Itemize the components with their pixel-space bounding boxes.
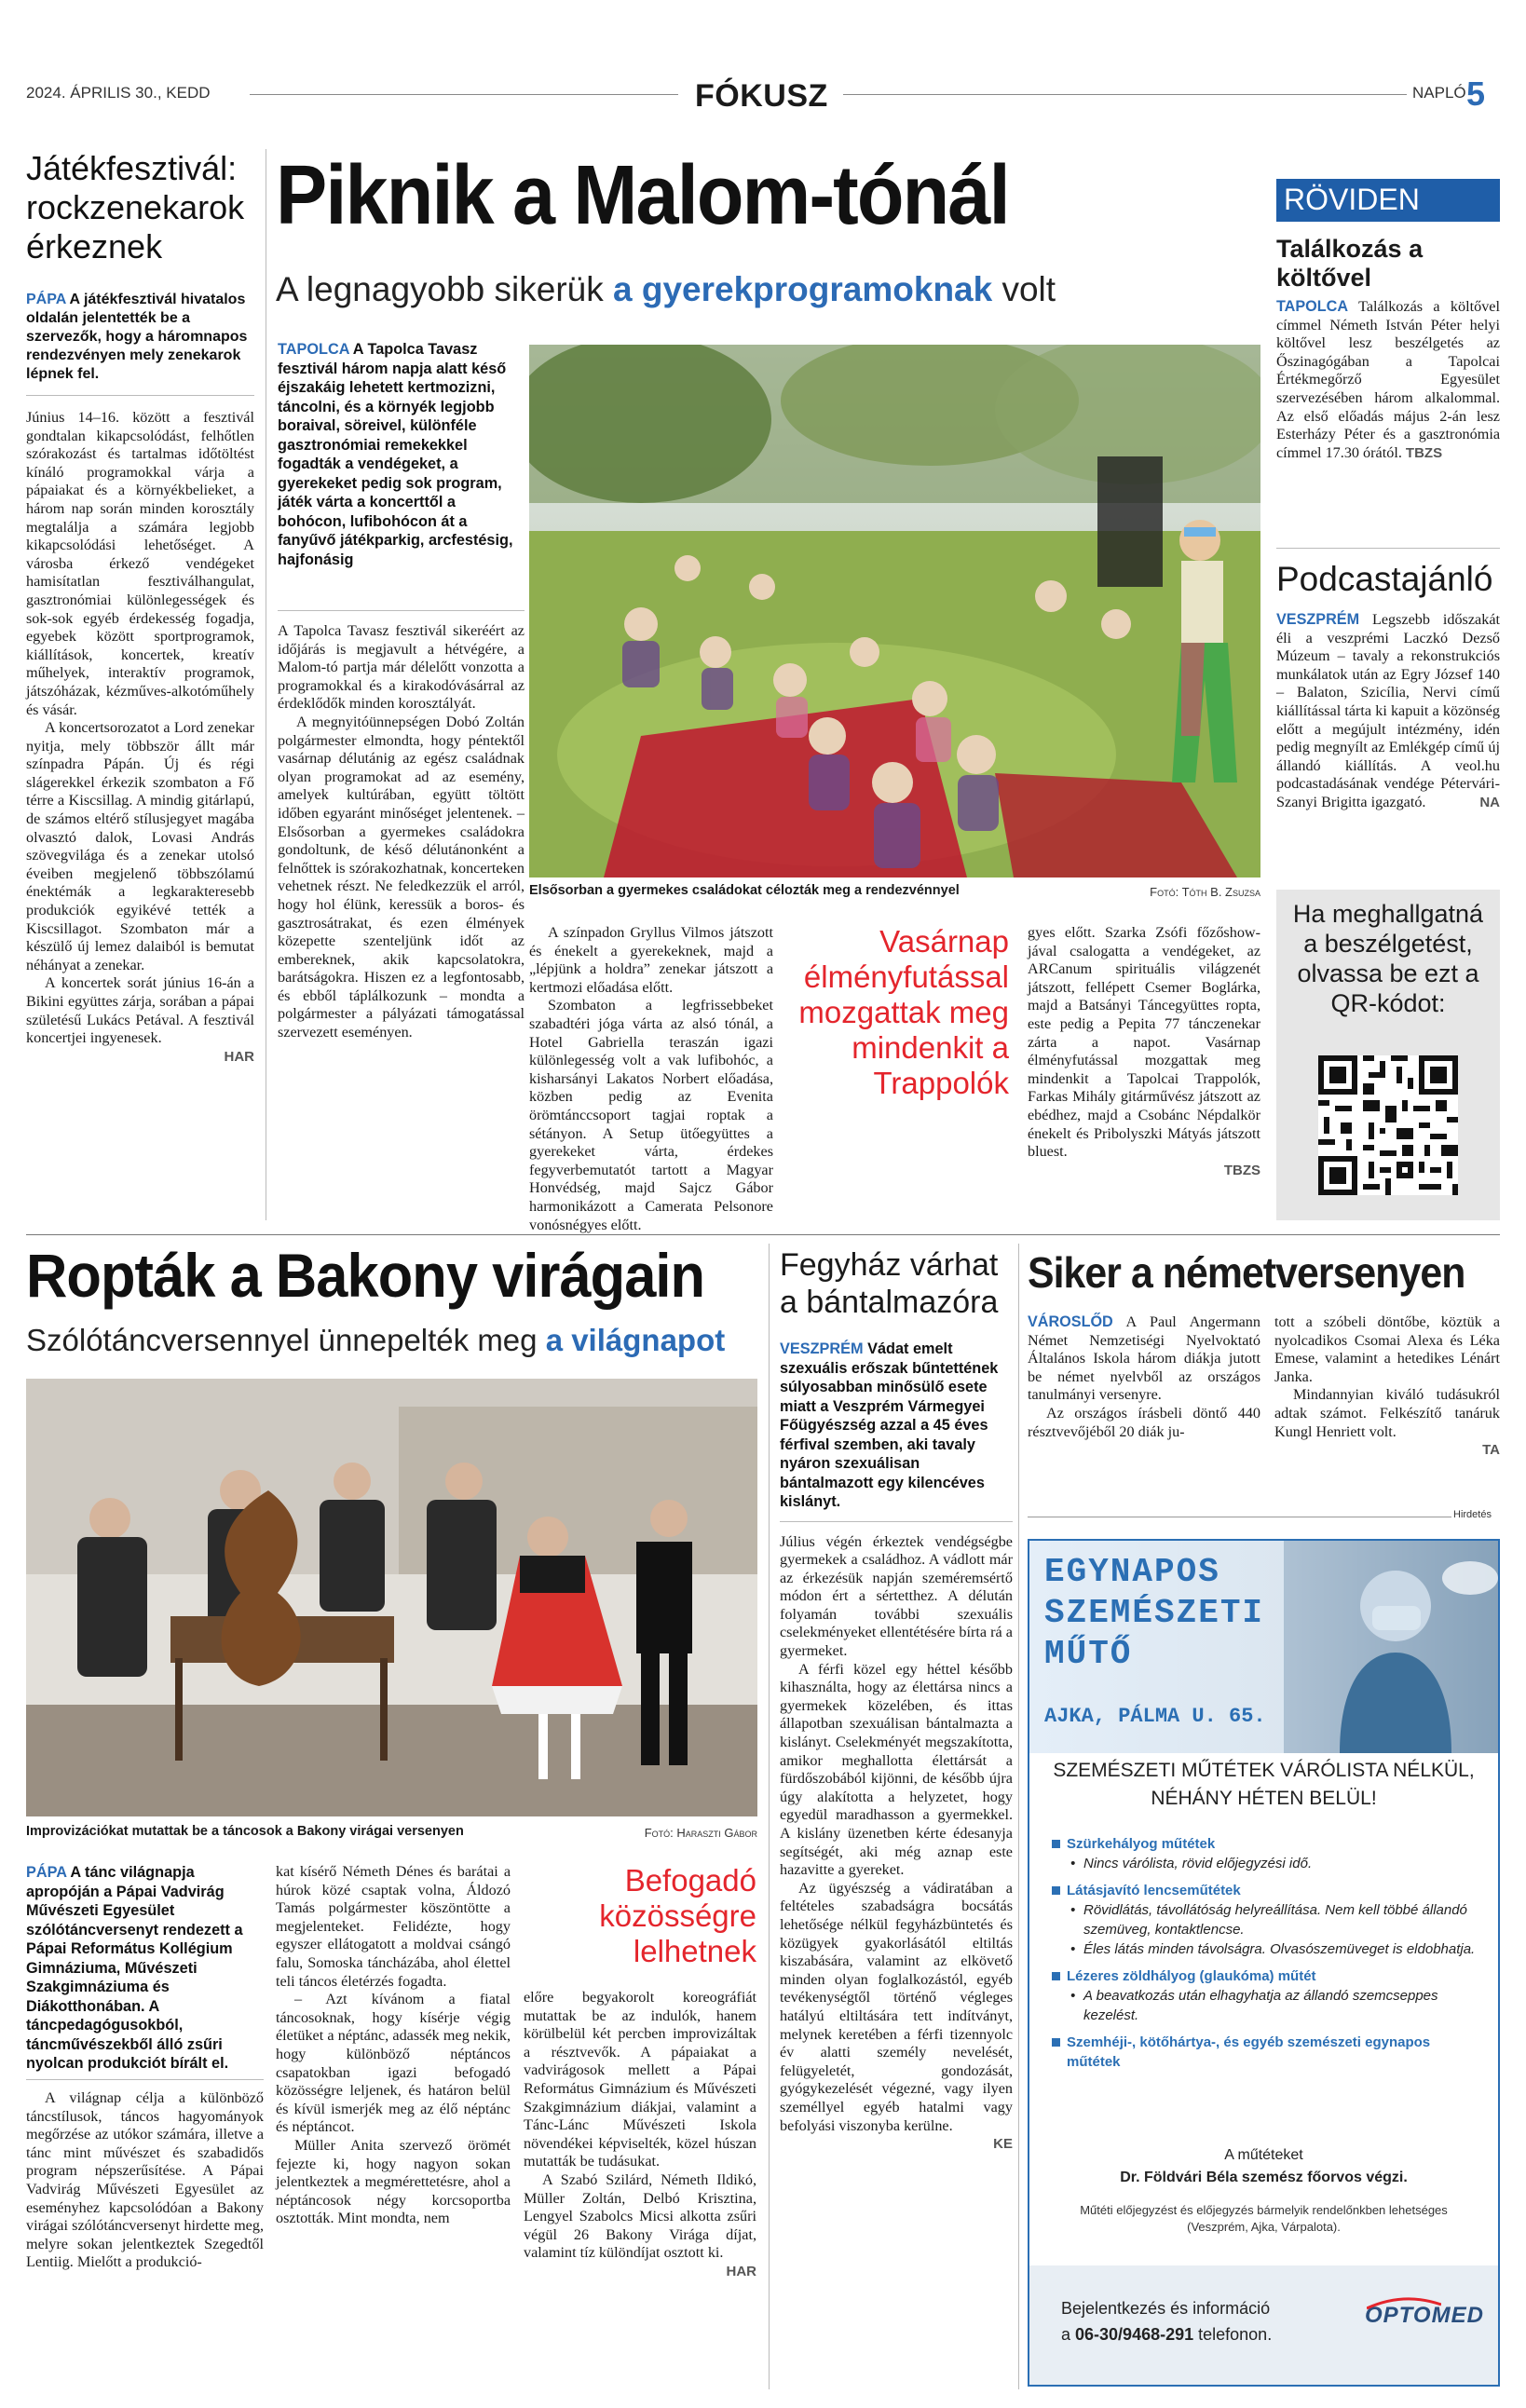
ad-hero: [1029, 1541, 1498, 1753]
optomed-logo: OPTOMED: [1365, 2303, 1484, 2328]
podcast-title: Podcastajánló: [1276, 560, 1493, 598]
signature: HAR: [726, 2263, 756, 2279]
ad-service-bullet: Rövidlátás, távollátóság helyreállítása. Nem kell többé állandó szemüveg, kontaktlencse. •: [1070, 1902, 1467, 1938]
signature: TBZS: [1223, 1162, 1260, 1178]
nemet-col1: [1028, 1313, 1260, 1441]
fegyhaz-body: [780, 1533, 1013, 2154]
paragraph: tott a szóbeli döntőbe, köztük a nyolcadikos Csomai Alexa és Léka Emese, valamint a hetedikes Lénárt Janka.: [1274, 1313, 1500, 1385]
paragraph: Július végén érkeztek vendégségbe gyermekek a családhoz. A vádlott már az érkezésük napján szeméremsértő módon ért a sértetthez. A délután folyamán további szexuális cselekményeket ellentétésére bírta rá a gyermeket.: [780, 1532, 1013, 1660]
main-col2: [529, 924, 773, 1234]
bullet-dot-icon: •: [1070, 1856, 1076, 1871]
column-rule: [769, 1244, 770, 2389]
signature: TA: [1482, 1442, 1500, 1459]
ad-service-title: Lézeres zöldhályog (glaukóma) műtét: [1052, 1966, 1480, 1986]
ad-service-bullet: A beavatkozás után elhagyhatja az állandó szemcseppes kezelést. •: [1070, 1988, 1438, 2023]
ad-tagline-2: NÉHÁNY HÉTEN BELÜL!: [1151, 1788, 1377, 1809]
ad-service-title: Szürkehályog műtétek: [1052, 1834, 1480, 1854]
ad-tagline-1: SZEMÉSZETI MŰTÉTEK VÁRÓLISTA NÉLKÜL,: [1053, 1760, 1475, 1781]
dance-photo-credit: Fotó: Haraszti Gábor: [644, 1826, 757, 1840]
paragraph: A koncertsorozatot a Lord zenekar nyitja, mely többször állt már színpadra Pápán. Új és régi slágerekkel érkezik szombaton a Fő térre a Kiscsillag. A mindig gitárlapú, de számos eltérő stílusjegyet magába olvasztó dalok, Lovasi András szövegvilága és a zenekar utolsó éveiben megjelenő többszólamú énektémák a legkarakteresebb produkciók egyikévé tették a Kiscsillagot. Szombaton már a készülő új lemez dalaiból is bemutat néhányat a zenekar.: [26, 719, 254, 973]
paragraph: előre begyakorolt koreográfiát mutattak be az indulók, hanem körülbelül két percben improvizáltak a résztvevők. A pápaiakat a vadvirágosok mellett a Pápai Református Gimnázium és Művészeti Szakgimnázium diákjai, valamint a Tánc-Lánc Művészeti Iskola növendékei képviselték, közel húszan mutatták be tudásukat.: [524, 1989, 756, 2170]
divider: [1276, 548, 1500, 549]
divider: [26, 2079, 264, 2080]
ad-headline-3: MŰTŐ: [1044, 1635, 1133, 1673]
paragraph: Június 14–16. között a fesztivál gondtalan kikapcsolódást, felhőtlen szórakozást és tartalmas időtöltést kínáló programokkal várja a pápaiakat és a környékbelieket, a három nap során minden korosztály megtalálja a számára legjobb kikapcsolódási lehetőséget. A városba érkező vendégeket hamisítatlan fesztiválhangulat, gasztronómiai különlegességek és sok-sok egyéb érdekesség fogadja, egyebek között sportprogramok, kiállítások, koncertek, kreatív műhelyek, interaktív programok, játszóházak, kézműves-alkotóműhely és vásár.: [26, 409, 254, 718]
nemet-col2: [1274, 1313, 1500, 1460]
header-rule-right: [843, 94, 1407, 95]
fegyhaz-lead: VESZPRÉM Vádat emelt szexuális erőszak bűntettének súlyosabban minősülő esete miatt a Veszprém Vármegyei Főügyészség azzal a 45 éves férfival szemben, aki tavaly nyáron szexuálisan bántalmazott egy kilencéves kislányt.: [780, 1340, 999, 1510]
divider: [278, 610, 525, 611]
surgeon-illustration: [1284, 1541, 1498, 1753]
dance-photo: [26, 1379, 757, 1816]
main-subtitle: A legnagyobb sikerük a gyerekprogramoknak volt: [276, 270, 1056, 308]
ad-contact-phone-line: a 06-30/9468-291 telefonon.: [1061, 2325, 1273, 2344]
paragraph: Az országos írásbeli döntő 440 résztvevőjéből 20 diák ju-: [1028, 1404, 1260, 1440]
paragraph: A világnap célja a különböző táncstílusok, táncos hagyományok megőrzése az utókor számára, illetve a tánc mint művészet és szabadidős program népszerűsítése. A Pápai Vadvirág Művészeti Egyesület az eseményhez kapcsolódóan a Bakony virágai szólótáncversenyt hirdette meg, melyre sokan jelentkeztek Szegedtől Lentiig. Mielőtt a produkció-: [26, 2089, 264, 2271]
signature: HAR: [224, 1048, 254, 1065]
roviden-text: TAPOLCA Találkozás a költővel címmel Németh István Péter helyi költővel lesz beszélgetés az Őszinagógában a Tapolcai Értékmegőrző Egyesület szervezésében három alkalommal. Az első előadás május 2-án lesz Esterházy Péter és a gasztronómia címmel 17.30 órától. TBZS: [1276, 298, 1500, 461]
ad-service-bullet: Nincs várólista, rövid előjegyzési idő. •: [1070, 1856, 1313, 1871]
roviden-header: RÖVIDEN: [1276, 179, 1500, 222]
bakony-subtitle: Szólótáncversennyel ünnepelték meg a világnapot: [26, 1323, 726, 1357]
left-article-body: [26, 409, 254, 1066]
left-article-title: Játékfesztivál: rockzenekarok érkeznek: [26, 149, 245, 265]
paragraph: Mindannyian kiváló tudásukról adtak számot. Felkészítő tanáruk Kungl Henriett volt.: [1274, 1386, 1500, 1440]
bakony-lead: PÁPA A tánc világnapja apropóján a Pápai Vadvirág Művészeti Egyesület szólótáncversenyt rendezett a Pápai Református Kollégium Gimnáziuma, Művészeti Szakgimnáziuma és Diákotthonában. A táncpedagógusokból, táncművészekből álló zsűri nyolcan produkciót bírált el.: [26, 1864, 243, 2072]
roviden-title: Találkozás a költővel: [1276, 235, 1424, 292]
paragraph: A színpadon Gryllus Vilmos játszott és énekelt a gyerekeknek, majd a „lépjünk a holdra” zenekar játszott a kertmozi előadása előtt.: [529, 924, 773, 996]
ad-service-bullet: Éles látás minden távolságra. Olvasószemüveget is eldobhatja. •: [1070, 1941, 1476, 1957]
bullet-dot-icon: •: [1070, 1988, 1076, 2004]
main-title: Piknik a Malom-tónál: [276, 149, 1009, 242]
paragraph: – Azt kívánom a fiatal táncosoknak, hogy kísérje végig életüket a néptánc, adassék meg nekik, hogy különböző néptáncos csapatokban igazi befogadó közösségre leljenek, és határon belül és kívül ismerjék meg az élő néptánc és néptáncot.: [276, 1991, 511, 2136]
ad-service-item: [1052, 1834, 1480, 1873]
dance-photo-caption: Improvizációkat mutattak be a táncosok a Bakony virágai versenyen: [26, 1824, 464, 1839]
ad-note: Műtéti előjegyzést és előjegyzés bármelyik rendelőnkben lehetséges (Veszprém, Ajka, Várpalota).: [1080, 2203, 1448, 2234]
square-bullet-icon: [1052, 1840, 1060, 1848]
divider: [780, 1521, 1013, 1522]
ad-phone-number[interactable]: 06-30/9468-291: [1075, 2325, 1194, 2344]
festival-photo-credit: Fotó: Tóth B. Zsuzsa: [1150, 885, 1260, 899]
ad-services-list: [1052, 1834, 1480, 2079]
square-bullet-icon: [1052, 1886, 1060, 1895]
signature: KE: [993, 2136, 1013, 2153]
paragraph: Szombaton a legfrissebbeket szabadtéri jóga várta az alsó tónál, a Hotel Gabriella teraszán igazi különlegesség volt a vak lufibohóc, a kisharsányi Lakatos Norbert előadása, közben pedig az Evenita örömtánccsoport tagjai roptak a sétányon. A Setup ütőegyüttes a gyerekeket várta, érdekes fegyverbemutatót tartott a Magyar Honvédség, majd Sajcz Gábor harmonikázott a Camerata Pelsonore vonósnégyes előtt.: [529, 997, 773, 1233]
paragraph: A Szabó Szilárd, Németh Ildikó, Müller Zoltán, Delbó Krisztina, Lengyel Szabolcs Micsi alkotta zsűri végül 26 Bakony Virága díjat, valamint tíz különdíjat osztott ki.: [524, 2170, 756, 2262]
square-bullet-icon: [1052, 1972, 1060, 1980]
paragraph: Az ügyészség a vádiratában a feltételes szabadságra bocsátás lehetősége nélkül fegyházbüntetés és közügyek gyakorlásától eltiltás kiszabására, valamint az elkövető minden olyan foglalkozástól, egyéb tevékenységtől történő végleges hatályú eltiltására tett indítványt, melynek keretében a férfi tizennyolc év alatti személy nevelését, felügyeletét, gondozását, gyógykezelését végezné, vagy ilyen személlyel egyéb hatalmi vagy befolyási viszonyba kerülne.: [780, 1879, 1013, 2134]
ad-service-item: [1052, 1881, 1480, 1959]
festival-photo: [529, 345, 1260, 877]
ad-service-item: [1052, 2033, 1480, 2072]
podcast-text: VESZPRÉM Legszebb időszakát éli a veszprémi Laczkó Dezső Múzeum – tavaly a rekonstrukciós munkálatok után az Egry József 140 – Balaton, Szicília, Nervi című kiállítással tárta ki kapuit a közönség előtt a megújult intézmény, idén pedig megnyílt az Emlékgép című új állandó kiállítás. A veol.hu podcastadásának vendége Pétervári-Szanyi Brigitta igazgató. NA: [1276, 611, 1500, 810]
dance-photo-image: [26, 1379, 757, 1816]
ad-contact-text: Bejelentkezés és információ: [1061, 2299, 1271, 2318]
bakony-col2: [276, 1863, 511, 2228]
header-rule-left: [250, 94, 678, 95]
paragraph: A koncertek sorát június 16-án a Bikini együttes zárja, sorában a pápai születésű Lukács Petával. A fesztivál koncertjei ingyenesek.: [26, 974, 254, 1047]
ad-headline-1: EGYNAPOS: [1044, 1553, 1220, 1591]
bakony-col1: [26, 2089, 264, 2272]
paragraph: A megnyitóünnepségen Dobó Zoltán polgármester elmondta, hogy péntektől vasárnap délutánig az egész családnak olyan programokat ad az esemény, amelyek kultúrában, együtt töltött időben egyaránt minőséget jelentenek. – Elsősorban a gyermekes családokra gondoltunk, de késő délutánonként a felnőttek is szórakozhatnak, koncerteken vehetnek részt. Ne feledkezzük el arról, hogy hol élünk, keressük a boros- és gasztrosátrakat, és ezen élmények közepette szenteljünk időt az embereknek, akik kapcsolatokra, barátságokra. Hiszen ez a legfontosabb, és ebből táplálkozunk – mondta a polgármester a pályázati támogatással szervezett eseményen.: [278, 713, 525, 1041]
qr-box: [1276, 890, 1500, 1220]
ad-address: AJKA, PÁLMA U. 65.: [1044, 1705, 1266, 1728]
podcast-item: [1276, 559, 1500, 812]
ad-service-title: Látásjavító lencseműtétek: [1052, 1881, 1480, 1900]
ad-doctor-line-2: Dr. Földvári Béla szemész főorvos végzi.: [1120, 2170, 1408, 2185]
bullet-dot-icon: •: [1070, 1941, 1076, 1957]
main-col3: [1028, 924, 1260, 1179]
paper-name: NAPLÓ: [1412, 84, 1466, 102]
ad-label: Hirdetés: [1453, 1509, 1492, 1520]
bakony-title: Ropták a Bakony virágain: [26, 1241, 705, 1310]
ad-box[interactable]: [1028, 1539, 1500, 2387]
paragraph: VÁROSLŐD A Paul Angermann Német Nemzetiségi Nyelvoktató Általános Iskola három diákja jutott be német nyelvből az országos tanulmányi versenyre.: [1028, 1313, 1260, 1404]
section-divider: [26, 1234, 1500, 1235]
divider: [26, 395, 254, 396]
main-lead: TAPOLCA A Tapolca Tavasz fesztivál három napja alatt késő éjszakáig lehetett kertmozizni, táncolni, és a környék legjobb boraival, söreivel, különféle gasztronómiai remekekkel fogadták a vendégeket, a gyerekeket pedig sok program, játék várta a koncerttől a bohócon, lufibohócon át a fanyűvő játékparkig, arcfestésig, hajfonásig: [278, 341, 513, 568]
issue-date: 2024. ÁPRILIS 30., KEDD: [26, 84, 211, 102]
paragraph: A férfi közel egy héttel később kihasználta, hogy az élettársa nincs a gyermekek közelében, és ittas állapotban szexuálisan bántalmazta a kislányt. Cselekményét megszakította, amikor meghallotta élettársát a fürdőszobából kijönni, de később újra úgy alakította a helyzetet, hogy egyedül maradhasson a gyermekkel. A kislány üzenetben kérte édesanyja segítségét, aki még aznap este hazavitte a gyereket.: [780, 1660, 1013, 1879]
paragraph: Müller Anita szervező örömét fejezte ki, hogy nagyon sokan jelentkeztek a megmérettetésre, ahol a néptáncosok négy korcsoportba osztották. Mint mondta, nem: [276, 2136, 511, 2227]
qr-code-icon[interactable]: [1318, 1055, 1458, 1195]
paragraph: A Tapolca Tavasz fesztivál sikeréért az időjárás is megjavult a hétvégére, a Malom-tó partja már délelőtt vonzotta a programokkal és a kirakodóvásárral az érdeklődők minden korosztályát.: [278, 622, 525, 713]
fegyhaz-title: Fegyház várhat a bántalmazóra: [780, 1247, 999, 1320]
qr-text: Ha meghallgatná a beszélgetést, olvassa be ezt a QR-kódot:: [1292, 900, 1484, 1017]
paragraph: kat kísérő Németh Dénes és barátai a húrok közé csaptak volna, Áldozó Tamás polgármester köszöntötte a megjelenteket. Felidézte, hogy egyszer ellátogatott a moldvai csángó falu, Somoska táncházába, ahol élettel teli táncos életérzés fogadta.: [276, 1863, 511, 1990]
section-title: FÓKUSZ: [695, 78, 828, 114]
paragraph: gyes előtt. Szarka Zsófi főzőshow-jával csalogatta a vendégeket, az ARCanum spirituális világzenét játszott, fellépett Csemer Boglárka, majd a Batsányi Táncegyüttes ropta, este pedig a Pepita 77 tánczenekar zárta a napot. Vasárnap élményfutással mozgattak meg mindenkit a Tapolcai Trappolók, Farkas Mihály gitárművész játszott az ebédhez, majd a Csobánc Népdalkör énekelt és Pribolyszki Mátyás játszott bluest.: [1028, 924, 1260, 1161]
left-article: [26, 149, 254, 1066]
fegyhaz-article: [780, 1246, 1013, 2154]
main-col1: [278, 622, 525, 1042]
festival-photo-caption: Elsősorban a gyermekes családokat célozták meg a rendezvénnyel: [529, 883, 960, 898]
nemet-title: Siker a németversenyen: [1028, 1248, 1465, 1297]
festival-photo-image: [529, 345, 1260, 877]
square-bullet-icon: [1052, 2038, 1060, 2047]
page-number: 5: [1466, 75, 1486, 113]
bullet-dot-icon: •: [1070, 1902, 1076, 1918]
pullquote-trappolok: Vasárnap élményfutással mozgattak meg mindenkit a Trappolók: [798, 924, 1009, 1100]
ad-service-title: Szemhéji-, kötőhártya-, és egyéb szemészeti egynapos műtétek: [1052, 2033, 1480, 2072]
ad-doctor-line-1: A műtéteket: [1224, 2147, 1303, 2163]
left-article-location: PÁPA: [26, 292, 66, 307]
pullquote-befogado: Befogadó közösségre lelhetnek: [599, 1863, 756, 1968]
ad-contact-strip: [1029, 2265, 1498, 2385]
ad-headline-2: SZEMÉSZETI: [1044, 1594, 1265, 1632]
left-article-lead: PÁPA A játékfesztivál hivatalos oldalán jelentették be a szervezők, hogy a háromnapos rendezvényen mely zenekarok lépnek fel.: [26, 292, 248, 382]
roviden-item: [1276, 235, 1500, 462]
bakony-col3: [524, 1989, 756, 2281]
optomed-swoosh-icon: [1367, 2295, 1441, 2314]
ad-service-item: [1052, 1966, 1480, 2025]
column-rule: [1018, 1244, 1019, 2389]
